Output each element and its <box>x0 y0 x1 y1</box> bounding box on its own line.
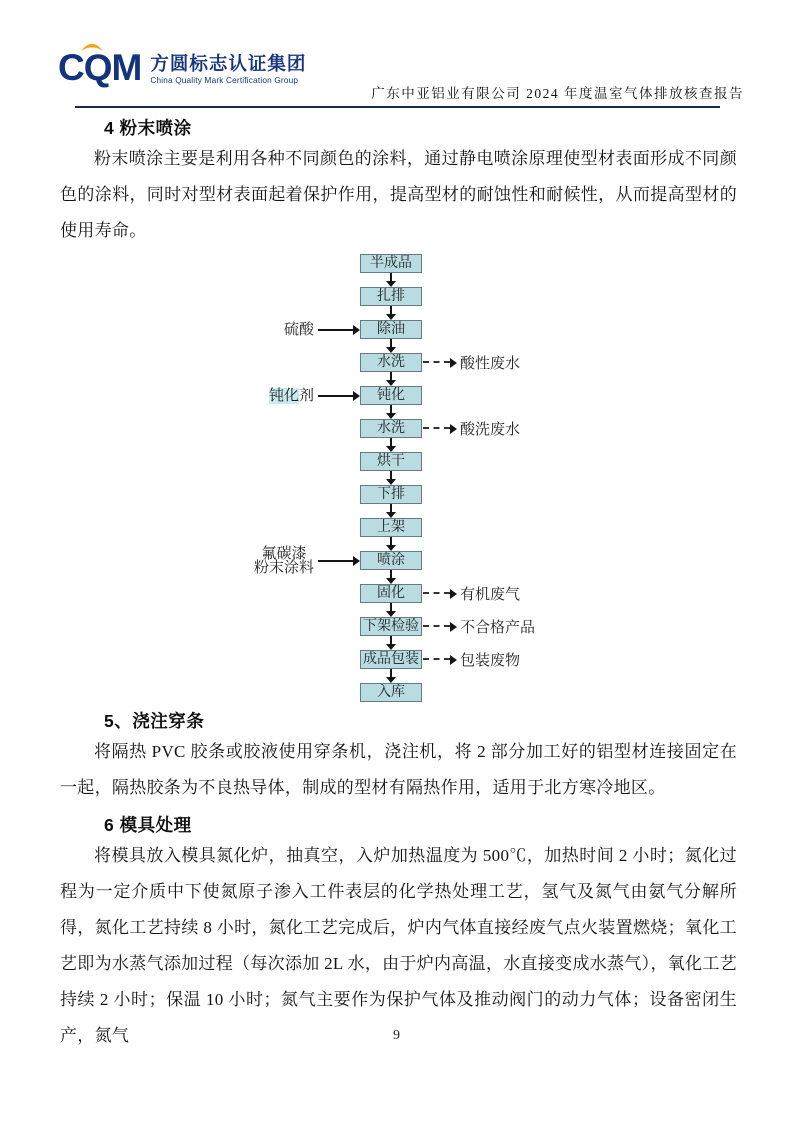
flow-step-box: 扎排 <box>360 287 422 306</box>
input-arrow-icon <box>318 391 360 401</box>
cqm-logo <box>58 48 306 88</box>
flow-left-zone <box>0 547 360 575</box>
section5-heading: 5、浇注穿条 <box>104 711 205 731</box>
flow-step-box: 上架 <box>360 518 422 537</box>
down-arrow-icon <box>385 603 397 617</box>
flow-input-label: 钝化剂 <box>268 387 314 404</box>
section4-paragraph: 粉末喷涂主要是利用各种不同颜色的涂料，通过静电喷涂原理使型材表面形成不同颜色的涂料，同时对型材表面起着保护作用，提高型材的耐蚀性和耐候性，从而提高型材的使用寿命。 <box>60 149 737 240</box>
flow-step-box: 半成品 <box>360 254 422 273</box>
flow-output-label: 酸性废水 <box>460 356 521 372</box>
header-report-title: 广东中亚铝业有限公司 2024 年度温室气体排放核查报告 <box>371 86 744 101</box>
flow-row <box>0 545 793 576</box>
flow-left-zone <box>0 323 360 337</box>
flow-output-label: 包装废物 <box>460 653 521 669</box>
flow-step-box: 喷涂 <box>360 551 422 570</box>
down-arrow-icon <box>385 570 397 584</box>
flow-row <box>0 254 793 273</box>
page-header <box>0 0 793 109</box>
flow-row <box>0 287 793 306</box>
flow-step-box: 入库 <box>360 683 422 702</box>
flow-step-box: 水洗 <box>360 353 422 372</box>
flow-row <box>0 584 793 603</box>
down-arrow-icon <box>385 372 397 386</box>
powder-coating-flowchart <box>0 254 793 702</box>
flow-right-zone <box>422 649 793 670</box>
flow-row <box>0 617 793 636</box>
cqm-logo-acronym <box>58 48 141 88</box>
section4-heading: 4 粉末喷涂 <box>104 118 192 138</box>
flow-right-zone <box>422 352 793 373</box>
flow-step-box: 烘干 <box>360 452 422 471</box>
flow-input-label: 氟碳漆 粉末涂料 <box>253 545 314 576</box>
flow-row <box>0 320 793 339</box>
down-arrow-icon <box>385 537 397 551</box>
flow-step-box: 钝化 <box>360 386 422 405</box>
flow-row <box>0 650 793 669</box>
flow-step-box: 下排 <box>360 485 422 504</box>
page-content <box>60 116 737 1054</box>
down-arrow-icon <box>385 471 397 485</box>
flow-output-label: 不合格产品 <box>460 620 536 636</box>
input-arrow-icon <box>318 325 360 335</box>
logo-name-en: China Quality Mark Certification Group <box>150 75 299 85</box>
section6-heading: 6 模具处理 <box>104 815 192 835</box>
page-number: 9 <box>393 1028 400 1043</box>
down-arrow-icon <box>385 669 397 683</box>
crown-icon <box>80 41 104 52</box>
flow-output-label: 酸洗废水 <box>460 422 521 438</box>
flow-step-box: 水洗 <box>360 419 422 438</box>
down-arrow-icon <box>385 339 397 353</box>
down-arrow-icon <box>385 405 397 419</box>
output-dashed-arrow-icon <box>423 655 457 665</box>
down-arrow-icon <box>385 273 397 287</box>
output-dashed-arrow-icon <box>423 358 457 368</box>
section5-paragraph: 将隔热 PVC 胶条或胶液使用穿条机，浇注机，将 2 部分加工好的铝型材连接固定在一起，隔热胶条为不良热导体，制成的型材有隔热作用，适用于北方寒冷地区。 <box>60 742 737 797</box>
down-arrow-icon <box>385 636 397 650</box>
down-arrow-icon <box>385 504 397 518</box>
flow-right-zone <box>422 583 793 604</box>
flow-right-zone <box>422 616 793 637</box>
output-dashed-arrow-icon <box>423 589 457 599</box>
down-arrow-icon <box>385 438 397 452</box>
flow-step-box: 固化 <box>360 584 422 603</box>
cqm-logo-letters: CQM <box>58 47 142 88</box>
flow-step-box: 除油 <box>360 320 422 339</box>
flow-row <box>0 353 793 372</box>
header-rule <box>75 106 720 108</box>
flow-row <box>0 386 793 405</box>
flow-left-zone <box>0 389 360 403</box>
output-dashed-arrow-icon <box>423 424 457 434</box>
flow-row <box>0 518 793 537</box>
flow-row <box>0 419 793 438</box>
flow-step-box: 下架检验 <box>360 617 422 636</box>
flow-right-zone <box>422 418 793 439</box>
section6-paragraph: 将模具放入模具氮化炉，抽真空，入炉加热温度为 500℃，加热时间 2 小时；氮化过程为一定介质中下使氮原子渗入工件表层的化学热处理工艺，氢气及氮气由氨气分解所得，氮化工艺持续 8 小时，氮化工艺完成后，炉内气体直接经废气点火装置燃烧；氧化工艺即为水蒸气添加过程（每次添加 2L 水，由于炉内高温，水直接变成水蒸气），氧化工艺持续 2 小时；保温 10 小时；氮气主要作为保护气体及推动阀门的动力气体；设备密闭生产，氮气 <box>60 846 737 1045</box>
flow-row <box>0 485 793 504</box>
flow-output-label: 有机废气 <box>460 587 521 603</box>
flow-step-box: 成品包装 <box>360 650 422 669</box>
flow-row <box>0 683 793 702</box>
logo-name-cn: 方圆标志认证集团 <box>150 52 307 74</box>
flow-row <box>0 452 793 471</box>
flow-input-label: 硫酸 <box>283 321 314 338</box>
input-arrow-icon <box>318 556 360 566</box>
highlighted-text: 钝化 <box>268 387 299 404</box>
down-arrow-icon <box>385 306 397 320</box>
output-dashed-arrow-icon <box>423 622 457 632</box>
logo-names <box>150 51 306 86</box>
